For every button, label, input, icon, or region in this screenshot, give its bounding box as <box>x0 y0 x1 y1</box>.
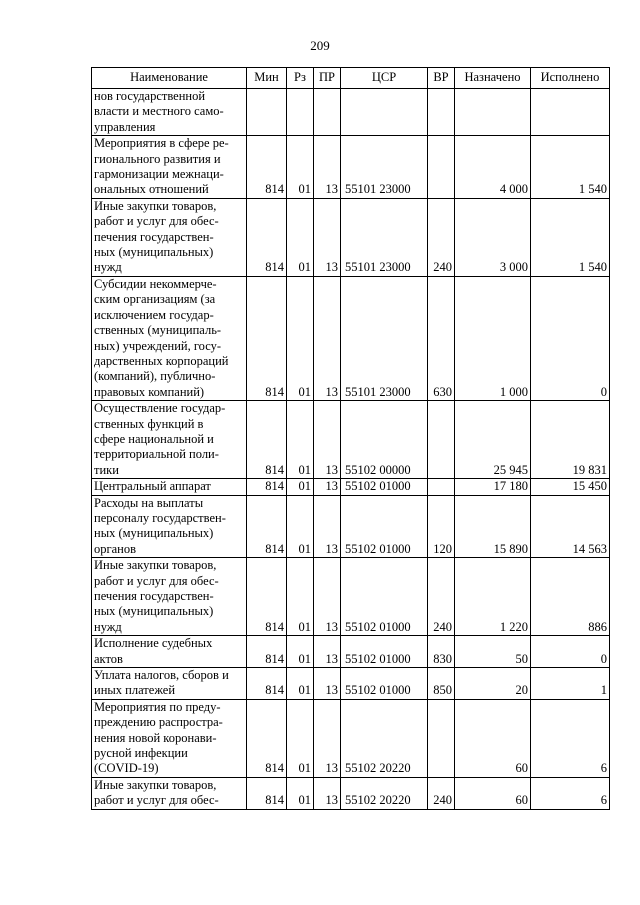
cell-min: 814 <box>247 136 287 199</box>
header-csr: ЦСР <box>341 68 428 89</box>
cell-rz: 01 <box>287 495 314 558</box>
cell-executed: 0 <box>531 636 610 668</box>
cell-assigned: 50 <box>455 636 531 668</box>
cell-assigned: 1 220 <box>455 558 531 636</box>
cell-rz: 01 <box>287 668 314 700</box>
table-row <box>92 699 610 777</box>
budget-table <box>91 67 610 810</box>
cell-executed: 15 450 <box>531 479 610 495</box>
cell-assigned: 60 <box>455 777 531 809</box>
cell-pr: 13 <box>314 198 341 276</box>
cell-csr <box>341 89 428 136</box>
cell-min: 814 <box>247 495 287 558</box>
cell-executed: 1 <box>531 668 610 700</box>
table-row <box>92 136 610 199</box>
header-vr: ВР <box>428 68 455 89</box>
cell-pr: 13 <box>314 636 341 668</box>
cell-min: 814 <box>247 699 287 777</box>
cell-assigned: 1 000 <box>455 276 531 400</box>
cell-vr <box>428 136 455 199</box>
cell-executed: 1 540 <box>531 136 610 199</box>
cell-assigned: 3 000 <box>455 198 531 276</box>
cell-pr: 13 <box>314 668 341 700</box>
header-min: Мин <box>247 68 287 89</box>
table-row <box>92 479 610 495</box>
page-number: 209 <box>310 38 330 53</box>
cell-vr: 850 <box>428 668 455 700</box>
cell-rz: 01 <box>287 276 314 400</box>
cell-csr: 55102 00000 <box>341 401 428 479</box>
cell-pr: 13 <box>314 495 341 558</box>
cell-pr <box>314 89 341 136</box>
cell-name: Расходы на выплаты персоналу государствен- ных (муниципальных) органов <box>92 495 247 558</box>
cell-min: 814 <box>247 558 287 636</box>
cell-csr: 55102 01000 <box>341 479 428 495</box>
cell-pr: 13 <box>314 401 341 479</box>
cell-rz: 01 <box>287 198 314 276</box>
cell-rz: 01 <box>287 479 314 495</box>
cell-executed: 19 831 <box>531 401 610 479</box>
cell-vr: 240 <box>428 198 455 276</box>
cell-min: 814 <box>247 668 287 700</box>
header-rz: Рз <box>287 68 314 89</box>
header-assigned: Назначено <box>455 68 531 89</box>
table-row <box>92 558 610 636</box>
cell-assigned <box>455 89 531 136</box>
cell-csr: 55101 23000 <box>341 276 428 400</box>
cell-csr: 55102 01000 <box>341 636 428 668</box>
header-executed: Исполнено <box>531 68 610 89</box>
header-pr: ПР <box>314 68 341 89</box>
cell-vr: 630 <box>428 276 455 400</box>
cell-pr: 13 <box>314 699 341 777</box>
table-row <box>92 198 610 276</box>
table-header-row <box>92 68 610 89</box>
cell-vr: 240 <box>428 777 455 809</box>
cell-name: Мероприятия в сфере ре- гионального развития и гармонизации межнаци- ональных отношений <box>92 136 247 199</box>
cell-name: Осуществление государ- ственных функций в сфере национальной и территориальной поли- тики <box>92 401 247 479</box>
cell-vr <box>428 89 455 136</box>
cell-csr: 55101 23000 <box>341 198 428 276</box>
cell-name: Уплата налогов, сборов и иных платежей <box>92 668 247 700</box>
cell-name: Субсидии некоммерче- ским организациям (за исключением государ- ственных (муниципаль- ных) учреждений, госу- дарственных корпораций (компаний), публично- правовых компаний) <box>92 276 247 400</box>
cell-name: Иные закупки товаров, работ и услуг для обес- печения государствен- ных (муниципальных) нужд <box>92 558 247 636</box>
table-row <box>92 401 610 479</box>
cell-min: 814 <box>247 276 287 400</box>
cell-assigned: 60 <box>455 699 531 777</box>
cell-name: нов государственной власти и местного само- управления <box>92 89 247 136</box>
table-row <box>92 636 610 668</box>
cell-min <box>247 89 287 136</box>
cell-pr: 13 <box>314 136 341 199</box>
cell-rz: 01 <box>287 777 314 809</box>
cell-vr: 120 <box>428 495 455 558</box>
cell-name: Иные закупки товаров, работ и услуг для обес- <box>92 777 247 809</box>
cell-csr: 55102 20220 <box>341 699 428 777</box>
cell-pr: 13 <box>314 276 341 400</box>
cell-csr: 55101 23000 <box>341 136 428 199</box>
cell-vr: 240 <box>428 558 455 636</box>
cell-executed <box>531 89 610 136</box>
cell-vr <box>428 699 455 777</box>
cell-name: Мероприятия по преду- преждению распростра- нения новой коронави- русной инфекции (COVID-19) <box>92 699 247 777</box>
cell-rz <box>287 89 314 136</box>
cell-executed: 6 <box>531 777 610 809</box>
table-row <box>92 777 610 809</box>
cell-rz: 01 <box>287 699 314 777</box>
table-row <box>92 276 610 400</box>
cell-min: 814 <box>247 401 287 479</box>
cell-executed: 0 <box>531 276 610 400</box>
cell-min: 814 <box>247 636 287 668</box>
cell-rz: 01 <box>287 136 314 199</box>
cell-rz: 01 <box>287 401 314 479</box>
cell-assigned: 25 945 <box>455 401 531 479</box>
cell-executed: 886 <box>531 558 610 636</box>
cell-min: 814 <box>247 777 287 809</box>
table-row <box>92 668 610 700</box>
cell-vr: 830 <box>428 636 455 668</box>
cell-csr: 55102 01000 <box>341 668 428 700</box>
cell-vr <box>428 401 455 479</box>
cell-executed: 1 540 <box>531 198 610 276</box>
cell-csr: 55102 01000 <box>341 558 428 636</box>
cell-name: Исполнение судебных актов <box>92 636 247 668</box>
table-row <box>92 89 610 136</box>
cell-pr: 13 <box>314 479 341 495</box>
cell-pr: 13 <box>314 558 341 636</box>
cell-name: Иные закупки товаров, работ и услуг для обес- печения государствен- ных (муниципальных) нужд <box>92 198 247 276</box>
cell-vr <box>428 479 455 495</box>
cell-csr: 55102 20220 <box>341 777 428 809</box>
cell-executed: 14 563 <box>531 495 610 558</box>
cell-csr: 55102 01000 <box>341 495 428 558</box>
cell-assigned: 20 <box>455 668 531 700</box>
cell-rz: 01 <box>287 558 314 636</box>
header-name: Наименование <box>92 68 247 89</box>
cell-min: 814 <box>247 479 287 495</box>
cell-assigned: 15 890 <box>455 495 531 558</box>
cell-assigned: 4 000 <box>455 136 531 199</box>
cell-rz: 01 <box>287 636 314 668</box>
cell-pr: 13 <box>314 777 341 809</box>
table-row <box>92 495 610 558</box>
cell-name: Центральный аппарат <box>92 479 247 495</box>
cell-min: 814 <box>247 198 287 276</box>
cell-assigned: 17 180 <box>455 479 531 495</box>
cell-executed: 6 <box>531 699 610 777</box>
